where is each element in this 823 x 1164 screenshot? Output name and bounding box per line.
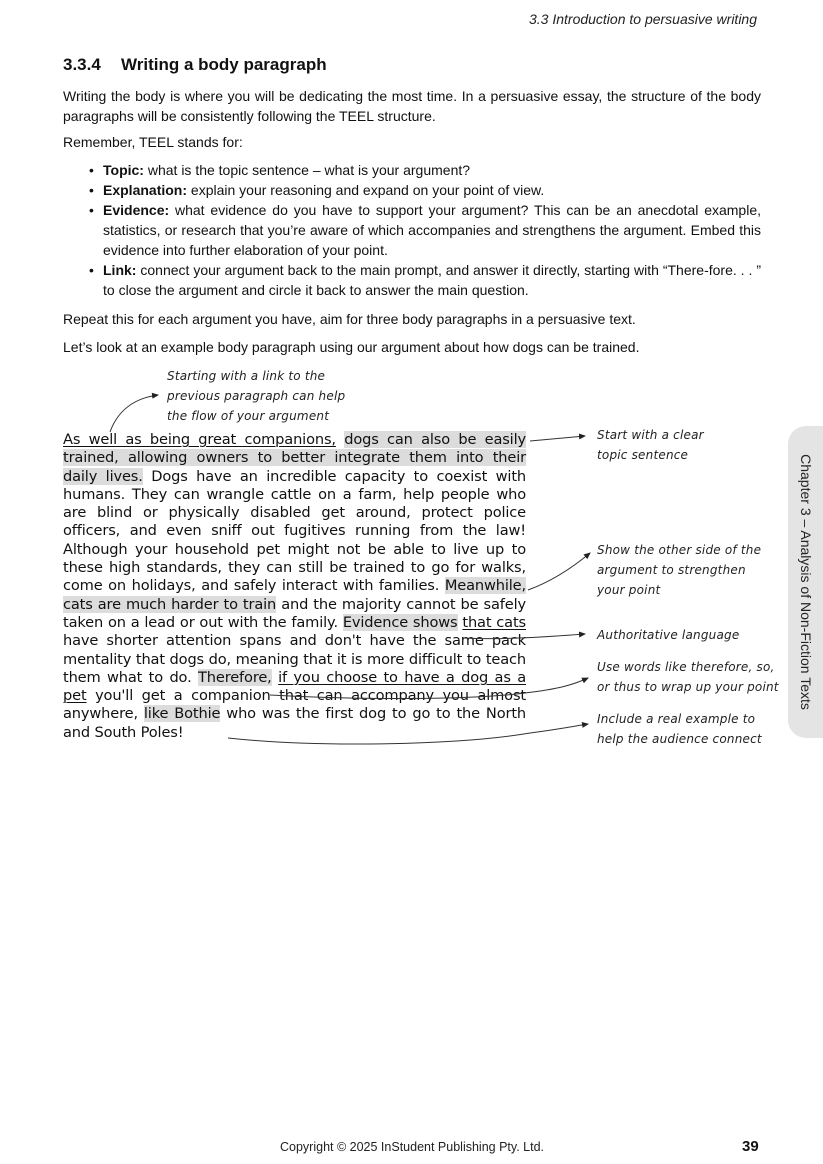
section-title: Writing a body paragraph [121,55,327,74]
section-number: 3.3.4 [63,55,101,74]
annotation-topic-sentence [597,425,704,465]
annotation-line: Starting with a link to the [167,369,326,383]
annotation-link-previous [167,366,345,426]
teel-description: explain your reasoning and expand on your point of view. [187,182,545,198]
arrow-topic-sentence [530,436,585,441]
arrow-link-previous [110,395,158,432]
bullet-icon: • [89,262,94,278]
bullet-icon: • [89,202,94,218]
text-run: who was the first dog to go to the North and South Poles! [63,705,526,741]
teel-item-topic [63,160,761,180]
teel-description: connect your argument back to the main prompt, and answer it directly, starting with “There-fore. . . ” to close the argument and circle it back to answer the main question. [103,262,761,298]
chapter-tab [788,426,823,738]
repeat-paragraph: Repeat this for each argument you have, aim for three body paragraphs in a persuasive text. [63,311,636,327]
annotation-authoritative-language [597,625,739,645]
link-back-underline: if you choose to have a dog as a pet [63,668,526,705]
real-example-highlight: like Bothie [143,705,221,723]
text-run: have shorter attention spans and don't have the same pack mentality that dogs do, meaning that it is more difficult to teach them what to do. [63,632,526,686]
arrow-other-side [528,553,590,590]
example-body-paragraph [63,431,526,742]
footer-copyright: Copyright © 2025 InStudent Publishing Pty. Ltd. [280,1140,545,1154]
teel-term: Evidence: [103,202,170,218]
annotation-line: the flow of your argument [167,409,330,423]
annotation-line: topic sentence [597,448,689,462]
link-phrase: As well as being great companions, [63,431,336,448]
example-intro: Let’s look at an example body paragraph using our argument about how dogs can be trained. [63,339,640,355]
teel-term: Explanation: [103,182,188,198]
annotation-line: Show the other side of the [597,543,762,557]
annotation-line: Include a real example to [597,712,756,726]
text-run: and the majority cannot be safely taken on a lead or out with the family. [63,595,526,631]
teel-item-evidence [63,200,761,260]
annotation-other-side [597,540,761,600]
annotation-line: Start with a clear [597,428,704,442]
annotation-line: or thus to wrap up your point [597,680,779,694]
bullet-icon: • [89,182,94,198]
chapter-tab-label: Chapter 3 – Analysis of Non-Fiction Texts [798,454,814,710]
teel-list [63,160,761,300]
annotation-line: your point [597,583,661,597]
section-heading [63,55,327,75]
teel-description: what is the topic sentence – what is your argument? [143,162,471,178]
annotation-line: previous paragraph can help [167,389,346,403]
running-header: 3.3 Introduction to persuasive writing [528,11,757,27]
authoritative-language-highlight: Evidence shows [342,613,458,631]
annotation-line: help the audience connect [597,732,762,746]
evidence-underline: that cats [462,613,527,631]
page-number: 39 [742,1138,759,1155]
intro-paragraph: Writing the body is where you will be dedicating the most time. In a persuasive essay, the structure of the body paragraphs will be consistently following the TEEL structure. [63,88,761,124]
annotation-line: Authoritative language [597,628,740,642]
conclusion-word-highlight: Therefore, [198,668,272,686]
text-run: Dogs have an incredible capacity to coexist with humans. They can wrangle cattle on a farm, help people who are blind or physically disabled get around, protect police officers, and even sniff out fugitives running from the law! Although your household pet might not be able to live up to these high standards, they can still be trained to go for walks, come on holidays, and safely interact with families. [63,467,526,595]
teel-item-link [63,260,761,300]
counterargument-highlight: Meanwhile, cats are much harder to train [63,577,526,613]
annotation-line: Use words like therefore, so, [597,660,775,674]
teel-description: what evidence do you have to support your argument? This can be an anecdotal example, statistics, or research that you’re aware of which accompanies and strengthens the argument. Embed this evidence into further elaboration of your point. [103,202,761,258]
annotation-line: argument to strengthen [597,563,746,577]
bullet-icon: • [89,162,94,178]
annotation-linking-words [597,657,779,697]
topic-sentence-highlight: dogs can also be easily trained, allowing owners to better integrate them into their daily lives. [63,431,526,485]
text-run: you'll get a companion that can accompany you almost anywhere, [63,687,526,723]
teel-term: Link: [103,262,137,278]
teel-item-explanation [63,180,761,200]
teel-intro: Remember, TEEL stands for: [63,134,243,150]
annotation-real-example [597,709,762,749]
text-run [336,431,344,448]
teel-term: Topic: [103,162,144,178]
